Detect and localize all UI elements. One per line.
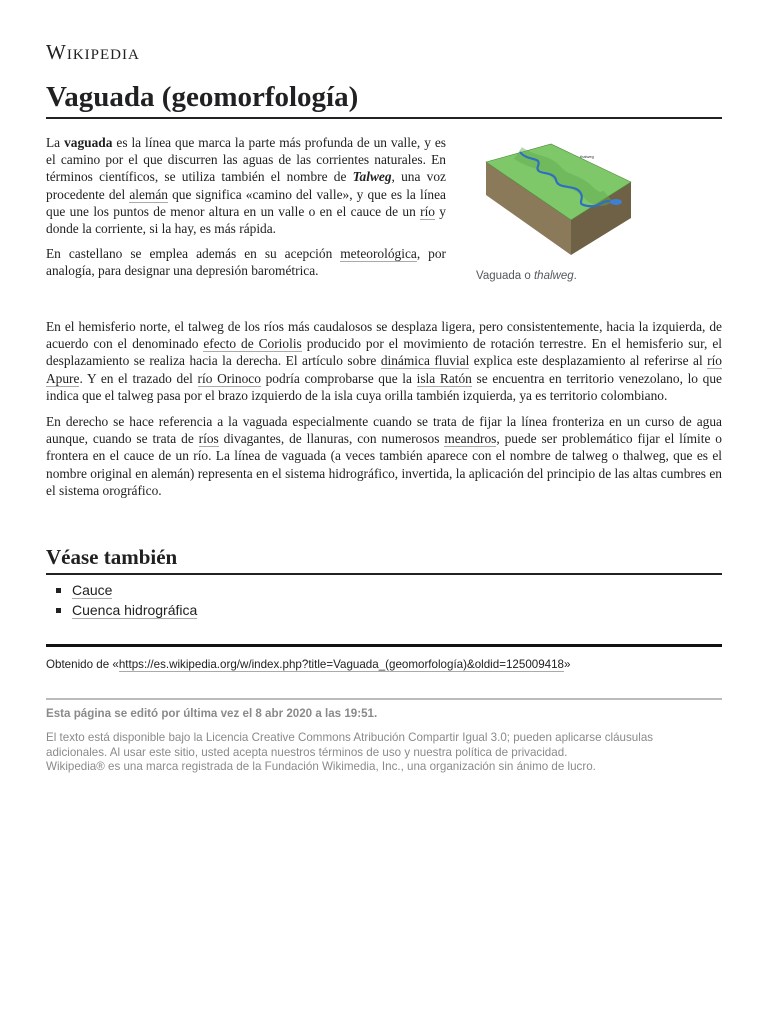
caption-text: Vaguada o [476,270,534,282]
link-meandros[interactable]: meandros [444,431,497,447]
body-paragraph-3 [46,318,722,404]
bold-term: vaguada [64,135,113,150]
text-run: , una voz procedente del [46,169,446,202]
wikipedia-wordmark[interactable]: Wikipedia [46,40,140,64]
text-run: , puede ser problemático fijar el límite o frontera en el cauce de un río. La línea de vaguada (a veces también aparece con el nombre de talweg o thalweg, que es el nombre original en alemán) representa en el sistema hidrográfico, invertida, la aplicación del principio de las altas cumbres en el sistema orográfico. [46,431,722,498]
see-also-list [46,580,197,620]
text-run: que significa «camino del valle», y que es la línea que une los puntos de menor altura en un valle o en el cauce de un [46,186,446,219]
link-aleman[interactable]: alemán [129,186,168,202]
list-item [46,600,197,620]
link-rio-orinoco[interactable]: río Orinoco [197,370,261,386]
link-meteorologica[interactable]: meteorológica [340,246,417,262]
river-mouth [610,199,622,205]
list-item [46,580,197,600]
text-run: explica este desplazamiento al referirse al [469,353,708,369]
last-edited: Esta página se editó por última vez el 8 abr 2020 a las 19:51. [46,707,378,720]
license-line-3: Wikipedia® es una marca registrada de la Fundación Wikimedia, Inc., una organización sin ánimo de lucro. [46,760,596,773]
body-section [46,318,722,508]
lead-paragraph-1 [46,134,446,237]
thalweg-figure [472,140,722,282]
link-cuenca-hidrografica[interactable]: Cuenca hidrográfica [72,602,198,618]
text-run: divagantes, de llanuras, con numerosos [218,431,445,447]
text-run: podría comprobarse que la [260,370,417,386]
text-run: es la línea que marca la parte más profunda de un valle, y es el camino por el que discurren las aguas de las corrientes naturales. En términos científicos, se utiliza también el nombre de [46,135,446,185]
text-run: En derecho se hace referencia a la vaguada especialmente cuando se trata de fijar la línea fronteriza en un curso de agua aunque, cuando se trata de [46,414,722,447]
footer-divider [46,644,722,647]
link-dinamica-fluvial[interactable]: dinámica fluvial [380,353,470,369]
text-run: , por analogía, para designar una depresión barométrica. [46,246,446,279]
caption-italic: thalweg [533,270,574,282]
thalweg-block-diagram[interactable] [476,140,636,260]
link-efecto-coriolis[interactable]: efecto de Coriolis [203,336,302,352]
text-run: En castellano se emplea además en su acepción [46,246,341,262]
text-run: La [46,135,65,150]
text-run: se encuentra en territorio venezolano, lo que indica que el talweg pasa por el brazo izquierdo de la isla cuya orilla también izquierda, ya es territorio colombiano. [46,370,722,403]
retrieved-suffix: » [564,658,571,671]
footer-thin-divider [46,698,722,700]
text-run: . Y en el trazado del [79,370,198,386]
link-rio-apure[interactable]: río Apure [46,353,722,386]
text-run: En el hemisferio norte, el talweg de los ríos más caudalosos se desplaza ligera, pero consistentemente, hacia la izquierda, de acuerdo con el denominado [46,319,722,352]
page-title: Vaguada (geomorfología) [46,80,722,119]
license-line-1: El texto está disponible bajo la Licencia Creative Commons Atribución Compartir Igual 3.0; pueden aplicarse cláusulas [46,731,654,744]
figure-caption [476,270,722,282]
italic-term: Talweg [352,169,392,185]
permalink[interactable]: https://es.wikipedia.org/w/index.php?title=Vaguada_(geomorfología)&oldid=125009418 [118,658,565,671]
license-notice [46,731,722,775]
text-run: producido por el movimiento de rotación terrestre. En el hemisferio sur, el desplazamiento se realiza hacia la derecha. El artículo sobre [46,336,722,369]
retrieved-from [46,658,570,671]
lead-section [46,134,446,288]
link-rio[interactable]: río [420,203,435,219]
caption-text: . [573,270,577,282]
link-cauce[interactable]: Cauce [72,582,113,598]
license-line-2: adicionales. Al usar este sitio, usted acepta nuestros términos de uso y nuestra política de privacidad. [46,745,568,759]
retrieved-prefix: Obtenido de « [46,658,119,671]
link-isla-raton[interactable]: isla Ratón [416,370,472,386]
body-paragraph-4 [46,413,722,499]
lead-paragraph-2 [46,245,446,279]
link-rios[interactable]: ríos [198,431,219,447]
see-also-heading: Véase también [46,544,722,575]
map-label-thalweg: thalweg [580,154,594,159]
text-run: y donde la corriente, si la hay, es más rápida. [46,203,447,237]
